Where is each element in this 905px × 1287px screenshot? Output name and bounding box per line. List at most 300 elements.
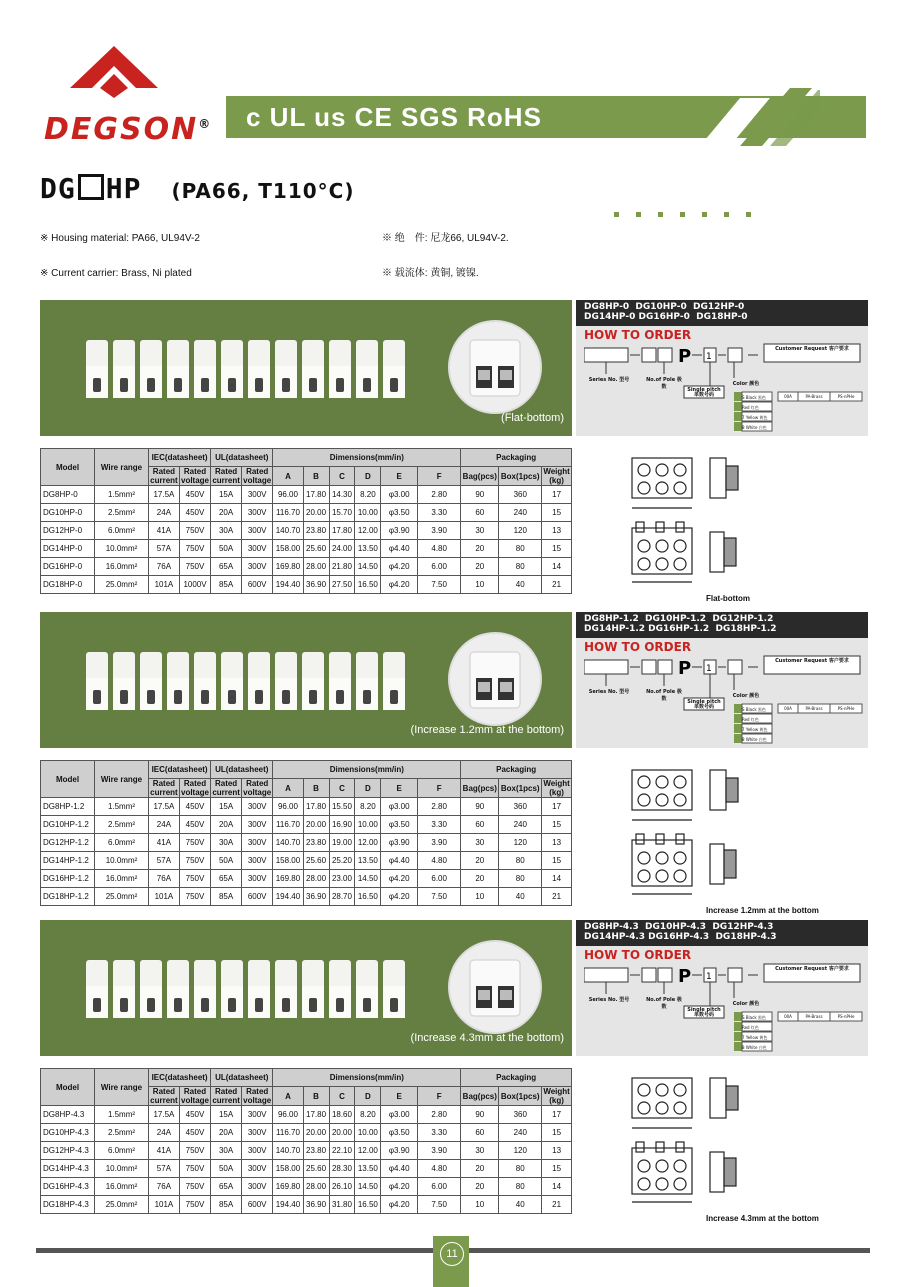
- col-packaging: Packaging: [461, 449, 572, 467]
- order-code-schematic: [584, 342, 864, 434]
- col-c: C: [329, 1087, 355, 1106]
- table-cell: 16.0mm²: [95, 1178, 149, 1196]
- terminal-pole: [140, 960, 162, 1018]
- table-cell: 158.00: [273, 540, 303, 558]
- col-a: A: [273, 779, 303, 798]
- terminal-pole: [194, 652, 216, 710]
- table-cell: DG16HP-0: [41, 558, 95, 576]
- table-cell: DG18HP-4.3: [41, 1196, 95, 1214]
- table-cell: 90: [461, 798, 499, 816]
- table-cell: 76A: [149, 870, 180, 888]
- table-cell: DG10HP-4.3: [41, 1124, 95, 1142]
- terminal-pole: [86, 652, 108, 710]
- table-cell: 15A: [211, 486, 242, 504]
- table-cell: 27.50: [329, 576, 355, 594]
- table-cell: 14.50: [355, 870, 381, 888]
- table-cell: 158.00: [273, 1160, 303, 1178]
- table-cell: 15: [542, 852, 572, 870]
- table-row: [41, 834, 572, 852]
- table-cell: 76A: [149, 1178, 180, 1196]
- table-cell: 300V: [242, 834, 273, 852]
- col-weight: Weight (kg): [543, 779, 570, 797]
- table-cell: 65A: [211, 1178, 242, 1196]
- svg-text:1: 1: [706, 972, 712, 982]
- table-row: [41, 1196, 572, 1214]
- table-cell: 600V: [242, 576, 273, 594]
- table-cell: 85A: [211, 888, 242, 906]
- table-cell: 750V: [179, 1196, 210, 1214]
- table-cell: 17.80: [329, 522, 355, 540]
- table-cell: 30A: [211, 1142, 242, 1160]
- table-cell: φ4.20: [381, 1196, 418, 1214]
- svg-text:1: 1: [706, 664, 712, 674]
- table-cell: 1000V: [179, 576, 210, 594]
- terminal-pole: [221, 340, 243, 398]
- table-cell: 14: [542, 558, 572, 576]
- color-label: Color 颜色: [732, 1001, 760, 1007]
- table-cell: 21.80: [329, 558, 355, 576]
- table-cell: 3.30: [418, 816, 461, 834]
- svg-text:1: 1: [706, 352, 712, 362]
- table-cell: φ4.20: [381, 870, 418, 888]
- table-cell: 15: [542, 816, 572, 834]
- color-label: Color 颜色: [732, 381, 760, 387]
- col-rated-current: Rated current: [150, 779, 178, 797]
- table-cell: 194.40: [273, 888, 303, 906]
- option-00a: 00A: [784, 706, 792, 711]
- table-cell: 116.70: [273, 1124, 303, 1142]
- spec-table: [40, 760, 572, 906]
- table-cell: 8.20: [355, 798, 381, 816]
- col-wire-range: Wire range: [95, 449, 149, 486]
- table-cell: φ4.40: [381, 852, 418, 870]
- table-cell: 10.00: [355, 816, 381, 834]
- terminal-pole: [356, 652, 378, 710]
- degson-logo-icon: [64, 40, 164, 112]
- table-cell: 20: [461, 558, 499, 576]
- table-cell: 1.5mm²: [95, 486, 149, 504]
- col-bag: Bag(pcs): [461, 467, 499, 486]
- terminal-pole: [275, 340, 297, 398]
- table-cell: 8.20: [355, 486, 381, 504]
- col-b: B: [303, 779, 329, 798]
- table-cell: DG8HP-4.3: [41, 1106, 95, 1124]
- color-options: S Black 黑色 Red 红色 7 Yellow 黄色 8 White 白色: [742, 1015, 768, 1050]
- col-dimensions: Dimensions(mm/in): [273, 449, 461, 467]
- product-photo: [40, 920, 572, 1056]
- col-packaging: Packaging: [461, 1069, 572, 1087]
- table-cell: 300V: [242, 1142, 273, 1160]
- table-cell: 20A: [211, 1124, 242, 1142]
- col-e: E: [381, 779, 418, 798]
- table-cell: 6.00: [418, 870, 461, 888]
- table-cell: 80: [499, 540, 542, 558]
- brand-name: DEGSON®: [44, 112, 213, 147]
- table-cell: 15A: [211, 1106, 242, 1124]
- col-model: Model: [41, 1069, 95, 1106]
- col-d: D: [355, 467, 381, 486]
- table-row: [41, 1106, 572, 1124]
- spec-line: ※ 绝 件: 尼龙66, UL94V-2.: [382, 233, 509, 244]
- table-cell: DG12HP-0: [41, 522, 95, 540]
- table-cell: DG18HP-0: [41, 576, 95, 594]
- table-row: [41, 870, 572, 888]
- col-a: A: [273, 1087, 303, 1106]
- table-cell: 3.30: [418, 504, 461, 522]
- table-cell: 21: [542, 888, 572, 906]
- table-cell: 116.70: [273, 504, 303, 522]
- table-cell: 20.00: [303, 816, 329, 834]
- detail-zoom-icon: [448, 320, 542, 414]
- table-cell: 140.70: [273, 1142, 303, 1160]
- table-cell: 240: [499, 504, 542, 522]
- table-cell: 2.5mm²: [95, 1124, 149, 1142]
- table-cell: 4.80: [418, 540, 461, 558]
- how-to-order-panel: [576, 300, 868, 436]
- photo-caption: (Flat-bottom): [501, 412, 564, 424]
- table-cell: 101A: [149, 888, 180, 906]
- table-cell: 12.00: [355, 1142, 381, 1160]
- col-f: F: [418, 779, 461, 798]
- no-of-pole-label: No.of Pole 极数: [646, 377, 682, 390]
- table-cell: 90: [461, 1106, 499, 1124]
- table-row: [41, 1178, 572, 1196]
- table-cell: 4.80: [418, 852, 461, 870]
- table-cell: φ3.90: [381, 834, 418, 852]
- table-cell: 50A: [211, 1160, 242, 1178]
- table-cell: 750V: [179, 870, 210, 888]
- table-cell: 16.50: [355, 576, 381, 594]
- table-cell: 25.60: [303, 1160, 329, 1178]
- detail-zoom-icon: [448, 632, 542, 726]
- table-cell: 300V: [242, 558, 273, 576]
- terminal-pole: [167, 340, 189, 398]
- table-cell: 90: [461, 486, 499, 504]
- table-cell: 80: [499, 1160, 542, 1178]
- table-cell: 10: [461, 1196, 499, 1214]
- series-title: DG8HP-1.2 DG10HP-1.2 DG12HP-1.2 DG14HP-1.2 DG16HP-1.2 DG18HP-1.2: [576, 612, 868, 638]
- terminal-pole: [167, 652, 189, 710]
- terminal-pole: [221, 652, 243, 710]
- table-cell: 10.0mm²: [95, 852, 149, 870]
- how-to-order-title: HOW TO ORDER: [584, 948, 692, 962]
- order-code-schematic: [584, 654, 864, 746]
- table-cell: 4.80: [418, 1160, 461, 1178]
- col-rated-current: Rated current: [212, 1087, 240, 1105]
- table-cell: 300V: [242, 870, 273, 888]
- table-cell: 57A: [149, 852, 180, 870]
- table-cell: 300V: [242, 852, 273, 870]
- table-cell: 18.60: [329, 1106, 355, 1124]
- table-row: [41, 816, 572, 834]
- table-cell: 50A: [211, 540, 242, 558]
- how-to-order-panel: [576, 612, 868, 748]
- series-title: DG8HP-4.3 DG10HP-4.3 DG12HP-4.3 DG14HP-4.3 DG16HP-4.3 DG18HP-4.3: [576, 920, 868, 946]
- table-cell: DG10HP-1.2: [41, 816, 95, 834]
- table-cell: φ4.20: [381, 1178, 418, 1196]
- terminal-pole: [140, 652, 162, 710]
- table-cell: 30: [461, 834, 499, 852]
- col-c: C: [329, 467, 355, 486]
- dimension-drawing-icon: [600, 448, 850, 598]
- table-cell: 41A: [149, 834, 180, 852]
- table-row: [41, 558, 572, 576]
- table-cell: DG16HP-4.3: [41, 1178, 95, 1196]
- table-cell: 6.0mm²: [95, 1142, 149, 1160]
- table-cell: 2.80: [418, 798, 461, 816]
- table-cell: 24A: [149, 816, 180, 834]
- table-cell: 20.00: [329, 1124, 355, 1142]
- col-ul: UL(datasheet): [211, 1069, 273, 1087]
- table-row: [41, 504, 572, 522]
- table-cell: 169.80: [273, 870, 303, 888]
- terminal-pole: [167, 960, 189, 1018]
- single-pitch-label: Single pitch 单数号码: [687, 1007, 721, 1018]
- table-cell: 116.70: [273, 816, 303, 834]
- table-cell: 24A: [149, 1124, 180, 1142]
- dimension-drawing-icon: [600, 1068, 850, 1218]
- table-cell: 57A: [149, 1160, 180, 1178]
- table-cell: 750V: [179, 522, 210, 540]
- col-e: E: [381, 467, 418, 486]
- table-cell: 450V: [179, 504, 210, 522]
- col-d: D: [355, 1087, 381, 1106]
- option-ps: PS-nPHe: [837, 706, 855, 711]
- col-rated-voltage: Rated voltage: [181, 779, 210, 797]
- terminal-pole: [302, 960, 324, 1018]
- table-cell: 60: [461, 504, 499, 522]
- table-cell: 15.50: [329, 798, 355, 816]
- table-cell: 96.00: [273, 1106, 303, 1124]
- drawing-caption: Increase 4.3mm at the bottom: [706, 1214, 819, 1223]
- table-cell: DG12HP-1.2: [41, 834, 95, 852]
- terminal-pole: [329, 960, 351, 1018]
- table-cell: φ4.40: [381, 1160, 418, 1178]
- table-cell: 80: [499, 870, 542, 888]
- option-ps: PS-nPHe: [837, 394, 855, 399]
- table-cell: 14: [542, 1178, 572, 1196]
- series-no-label: Series No. 型号: [588, 377, 630, 383]
- table-cell: 28.30: [329, 1160, 355, 1178]
- table-cell: φ3.50: [381, 504, 418, 522]
- series-no-label: Series No. 型号: [588, 689, 630, 695]
- table-cell: 20: [461, 870, 499, 888]
- table-cell: 140.70: [273, 522, 303, 540]
- col-model: Model: [41, 761, 95, 798]
- table-row: [41, 522, 572, 540]
- series-no-label: Series No. 型号: [588, 997, 630, 1003]
- table-cell: φ4.20: [381, 576, 418, 594]
- col-ul: UL(datasheet): [211, 761, 273, 779]
- spec-line: ※ Housing material: PA66, UL94V-2: [40, 233, 200, 244]
- table-cell: 28.00: [303, 1178, 329, 1196]
- table-cell: 140.70: [273, 834, 303, 852]
- table-cell: 65A: [211, 558, 242, 576]
- terminal-pole: [383, 960, 405, 1018]
- table-cell: 1.5mm²: [95, 1106, 149, 1124]
- terminal-pole: [248, 960, 270, 1018]
- table-cell: 20A: [211, 504, 242, 522]
- col-ul: UL(datasheet): [211, 449, 273, 467]
- table-cell: 20.00: [303, 504, 329, 522]
- option-pa-brass: PA-Brass: [805, 706, 823, 711]
- terminal-pole: [383, 652, 405, 710]
- no-of-pole-label: No.of Pole 极数: [646, 689, 682, 702]
- table-cell: 750V: [179, 1160, 210, 1178]
- terminal-pole: [302, 652, 324, 710]
- table-cell: 60: [461, 816, 499, 834]
- table-cell: 750V: [179, 834, 210, 852]
- terminal-pole: [248, 652, 270, 710]
- terminal-pole: [302, 340, 324, 398]
- option-00a: 00A: [784, 1014, 792, 1019]
- table-cell: φ3.50: [381, 1124, 418, 1142]
- customer-request-label: Customer Request 客户要求: [775, 966, 849, 972]
- table-cell: 30: [461, 1142, 499, 1160]
- table-row: [41, 486, 572, 504]
- table-cell: 101A: [149, 576, 180, 594]
- table-cell: φ4.20: [381, 558, 418, 576]
- table-cell: 15: [542, 540, 572, 558]
- table-cell: 300V: [242, 816, 273, 834]
- table-cell: 36.90: [303, 1196, 329, 1214]
- table-cell: 25.0mm²: [95, 576, 149, 594]
- table-cell: 300V: [242, 540, 273, 558]
- col-dimensions: Dimensions(mm/in): [273, 761, 461, 779]
- table-cell: 6.0mm²: [95, 834, 149, 852]
- table-cell: DG8HP-0: [41, 486, 95, 504]
- terminal-pole: [356, 340, 378, 398]
- option-ps: PS-nPHe: [837, 1014, 855, 1019]
- terminal-pole: [86, 340, 108, 398]
- table-cell: 17: [542, 486, 572, 504]
- table-cell: φ3.90: [381, 522, 418, 540]
- table-cell: 25.60: [303, 540, 329, 558]
- col-rated-current: Rated current: [212, 779, 240, 797]
- col-rated-current: Rated current: [150, 467, 178, 485]
- table-cell: 22.10: [329, 1142, 355, 1160]
- col-dimensions: Dimensions(mm/in): [273, 1069, 461, 1087]
- table-cell: 41A: [149, 522, 180, 540]
- terminal-pole: [329, 340, 351, 398]
- col-e: E: [381, 1087, 418, 1106]
- pole-placeholder-icon: [78, 174, 104, 200]
- terminal-strip-icon: [80, 956, 420, 1022]
- terminal-pole: [194, 340, 216, 398]
- col-box: Box(1pcs): [499, 779, 542, 798]
- table-cell: 450V: [179, 486, 210, 504]
- table-cell: 7.50: [418, 576, 461, 594]
- terminal-pole: [329, 652, 351, 710]
- single-pitch-label: Single pitch 单数号码: [687, 699, 721, 710]
- table-cell: 10.0mm²: [95, 540, 149, 558]
- detail-zoom-icon: [448, 940, 542, 1034]
- table-cell: 600V: [242, 1196, 273, 1214]
- table-cell: 750V: [179, 852, 210, 870]
- table-cell: 20.00: [303, 1124, 329, 1142]
- table-cell: DG8HP-1.2: [41, 798, 95, 816]
- table-cell: 8.20: [355, 1106, 381, 1124]
- table-cell: 158.00: [273, 852, 303, 870]
- table-cell: 41A: [149, 1142, 180, 1160]
- table-cell: 10.0mm²: [95, 1160, 149, 1178]
- option-pa-brass: PA-Brass: [805, 394, 823, 399]
- product-subtitle: (PA66, T110°C): [171, 179, 355, 203]
- table-cell: 85A: [211, 576, 242, 594]
- table-cell: 3.90: [418, 522, 461, 540]
- table-cell: 25.0mm²: [95, 1196, 149, 1214]
- table-cell: 7.50: [418, 1196, 461, 1214]
- table-cell: 13: [542, 1142, 572, 1160]
- col-c: C: [329, 779, 355, 798]
- table-cell: 96.00: [273, 798, 303, 816]
- col-iec: IEC(datasheet): [149, 761, 211, 779]
- option-00a: 00A: [784, 394, 792, 399]
- table-cell: 1.5mm²: [95, 798, 149, 816]
- col-bag: Bag(pcs): [461, 779, 499, 798]
- table-cell: 20: [461, 540, 499, 558]
- table-cell: 450V: [179, 816, 210, 834]
- table-cell: 10: [461, 576, 499, 594]
- table-cell: 750V: [179, 558, 210, 576]
- table-cell: 23.80: [303, 834, 329, 852]
- col-d: D: [355, 779, 381, 798]
- table-cell: 30A: [211, 522, 242, 540]
- table-cell: 25.60: [303, 852, 329, 870]
- table-cell: 15.70: [329, 504, 355, 522]
- table-cell: 30A: [211, 834, 242, 852]
- table-cell: 15: [542, 504, 572, 522]
- table-cell: 450V: [179, 798, 210, 816]
- table-cell: φ3.00: [381, 1106, 418, 1124]
- terminal-pole: [113, 652, 135, 710]
- decorative-dots: [614, 204, 774, 210]
- table-row: [41, 1160, 572, 1178]
- terminal-pole: [275, 652, 297, 710]
- table-cell: 80: [499, 1178, 542, 1196]
- col-rated-voltage: Rated voltage: [243, 1087, 272, 1105]
- table-cell: 23.00: [329, 870, 355, 888]
- table-cell: 85A: [211, 1196, 242, 1214]
- table-cell: 10.00: [355, 1124, 381, 1142]
- col-weight: Weight (kg): [543, 1087, 570, 1105]
- col-bag: Bag(pcs): [461, 1087, 499, 1106]
- customer-request-label: Customer Request 客户要求: [775, 658, 849, 664]
- table-cell: 2.80: [418, 1106, 461, 1124]
- table-cell: 16.90: [329, 816, 355, 834]
- table-cell: 60: [461, 1124, 499, 1142]
- col-rated-voltage: Rated voltage: [243, 779, 272, 797]
- table-cell: 25.20: [329, 852, 355, 870]
- table-cell: 300V: [242, 1106, 273, 1124]
- table-cell: 360: [499, 798, 542, 816]
- table-cell: 20A: [211, 816, 242, 834]
- terminal-strip-icon: [80, 336, 420, 402]
- col-model: Model: [41, 449, 95, 486]
- how-to-order-title: HOW TO ORDER: [584, 328, 692, 342]
- table-cell: 240: [499, 816, 542, 834]
- table-cell: 17.80: [303, 1106, 329, 1124]
- table-cell: 6.00: [418, 1178, 461, 1196]
- table-cell: 14.50: [355, 1178, 381, 1196]
- color-options: S Black 黑色 Red 红色 7 Yellow 黄色 8 White 白色: [742, 395, 768, 430]
- table-cell: 300V: [242, 1178, 273, 1196]
- product-photo: [40, 612, 572, 748]
- table-cell: 25.0mm²: [95, 888, 149, 906]
- table-row: [41, 1124, 572, 1142]
- table-cell: 16.50: [355, 1196, 381, 1214]
- table-cell: 57A: [149, 540, 180, 558]
